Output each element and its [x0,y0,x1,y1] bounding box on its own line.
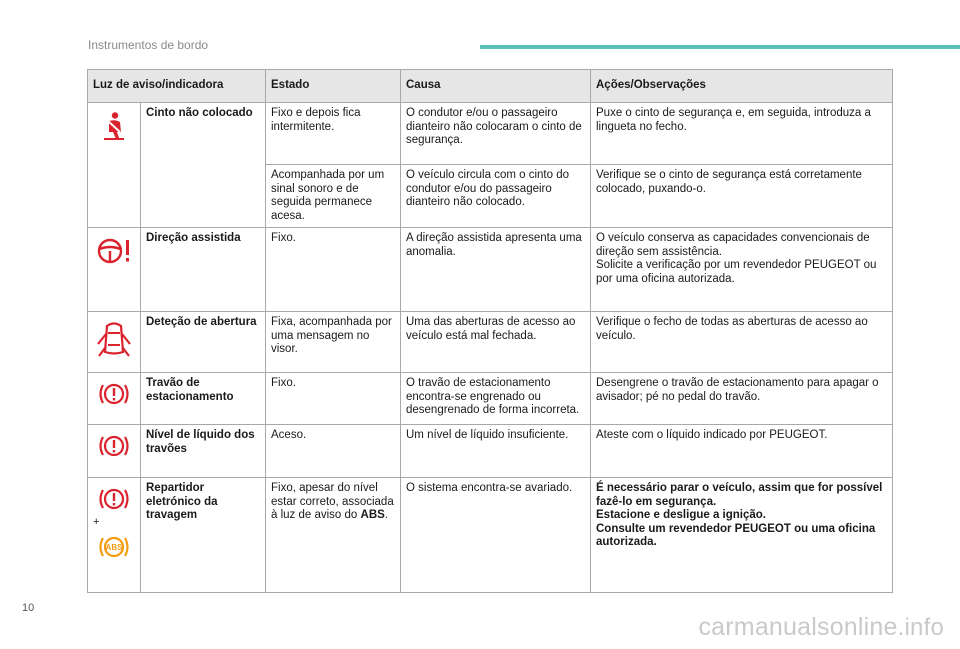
warning-name: Direção assistida [141,228,266,312]
action-line: Consulte um revendedor PEUGEOT ou uma oficina autorizada. [596,522,876,548]
state-text-part: . [384,509,388,521]
cause-text: O travão de estacionamento encontra-se engrenado ou desengrenado de forma incorreta. [401,373,591,425]
action-line: Estacione e desligue a ignição. [596,509,767,521]
action-text: Ateste com o líquido indicado por PEUGEOT. [591,425,893,478]
action-text [591,228,893,312]
table-row [88,103,893,165]
action-text: Verifique se o cinto de segurança está corretamente colocado, puxando-o. [591,165,893,228]
warning-name: Travão de estacionamento [141,373,266,425]
warning-name: Nível de líquido dos travões [141,425,266,478]
state-text-part: Fixo, apesar do nível estar correto, associada à luz de aviso do [271,482,394,521]
cause-text: A direção assistida apresenta uma anomalia. [401,228,591,312]
action-line: Solicite a verificação por um revendedor PEUGEOT ou por uma oficina autorizada. [596,259,877,285]
state-text [266,478,401,593]
state-text: Aceso. [266,425,401,478]
cause-text: Uma das aberturas de acesso ao veículo está mal fechada. [401,312,591,373]
table-header-row [88,70,893,103]
state-text: Fixo. [266,228,401,312]
icon-cell [88,312,141,373]
state-text-bold: ABS [360,509,385,521]
watermark [698,613,944,642]
column-header-state: Estado [266,70,401,103]
cause-text: O condutor e/ou o passageiro dianteiro não colocaram o cinto de segurança. [401,103,591,165]
icon-plus: + [93,516,100,528]
action-line: É necessário parar o veículo, assim que for possível fazê-lo em segurança. [596,482,883,508]
steering-wheel-warning-icon [95,236,133,266]
warning-lights-table [87,69,893,593]
icon-cell [88,228,141,312]
cause-text: Um nível de líquido insuficiente. [401,425,591,478]
table-row [88,228,893,312]
cause-text: O sistema encontra-se avariado. [401,478,591,593]
state-text: Fixo e depois fica intermitente. [266,103,401,165]
icon-cell [88,373,141,425]
action-text [591,478,893,593]
state-text: Acompanhada por um sinal sonoro e de seguida permanece acesa. [266,165,401,228]
icon-cell [88,478,141,593]
page-number: 10 [22,602,35,614]
action-text: Desengrene o travão de estacionamento para apagar o avisador; pé no pedal do travão. [591,373,893,425]
abs-label: ABS [105,542,123,552]
abs-warning-icon [97,534,131,560]
table-row [88,478,893,593]
brake-warning-icon [97,381,131,407]
warning-name: Repartidor eletrónico da travagem [141,478,266,593]
table-row [88,312,893,373]
brake-warning-icon [97,486,131,512]
brake-warning-icon [97,433,131,459]
warning-name: Cinto não colocado [141,103,266,228]
open-door-icon [96,320,132,358]
state-text: Fixa, acompanhada por uma mensagem no visor. [266,312,401,373]
warning-name: Deteção de abertura [141,312,266,373]
table-row [88,425,893,478]
cause-text: O veículo circula com o cinto do condutor e/ou do passageiro dianteiro não colocado. [401,165,591,228]
action-line: O veículo conserva as capacidades convencionais de direção sem assistência. [596,232,870,258]
section-title: Instrumentos de bordo [88,38,209,52]
watermark-tld: .info [897,614,944,641]
action-text: Puxe o cinto de segurança e, em seguida, introduza a lingueta no fecho. [591,103,893,165]
watermark-main: carmanualsonline [698,613,898,641]
column-header-cause: Causa [401,70,591,103]
icon-cell [88,425,141,478]
column-header-light: Luz de aviso/indicadora [88,70,266,103]
header-accent-bar [480,45,960,49]
seatbelt-icon [101,111,127,141]
state-text: Fixo. [266,373,401,425]
column-header-action: Ações/Observações [591,70,893,103]
icon-cell [88,103,141,228]
table-row [88,373,893,425]
action-text: Verifique o fecho de todas as aberturas de acesso ao veículo. [591,312,893,373]
